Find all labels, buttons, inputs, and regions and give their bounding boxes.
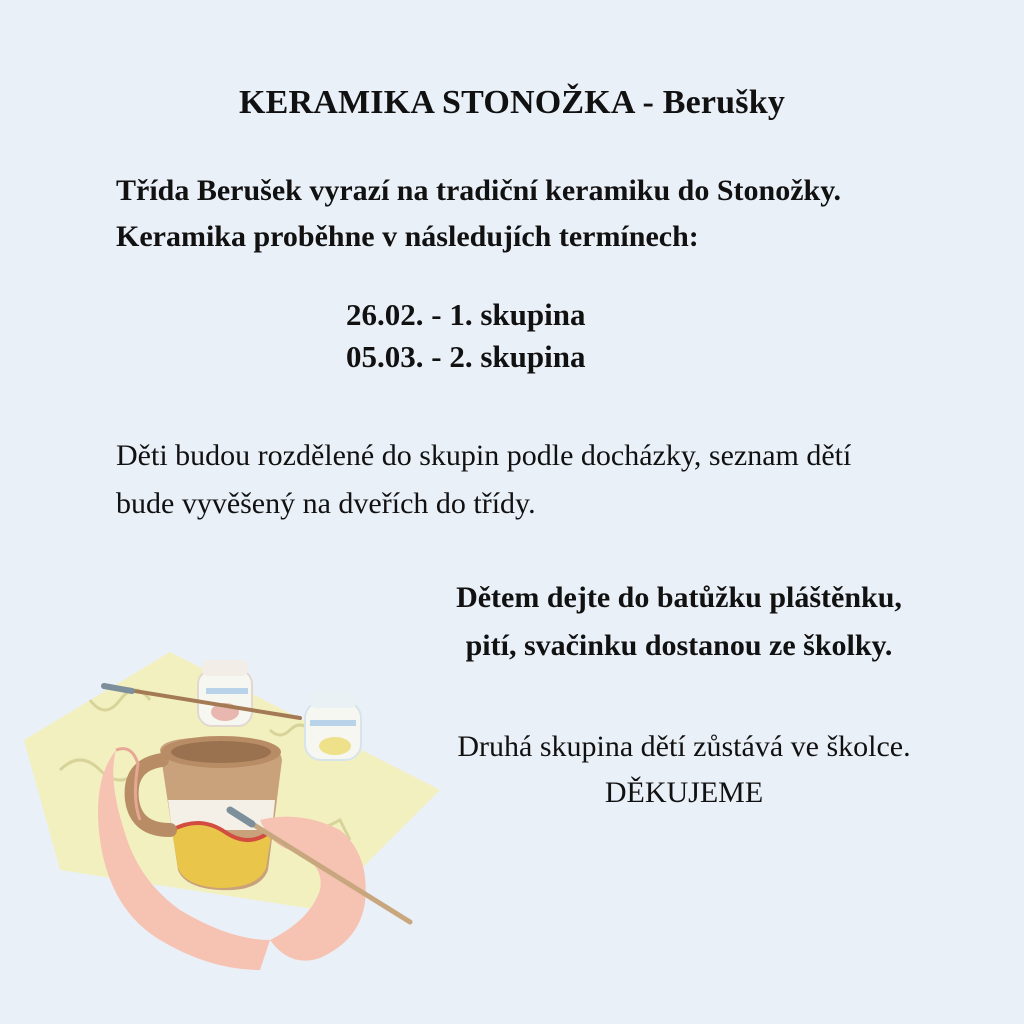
date-list (346, 294, 846, 378)
page-title (0, 84, 1024, 122)
group-info (116, 432, 1016, 528)
intro-line-1: Třída Berušek vyrazí na tradiční keramiku do Stonožky. (116, 174, 842, 207)
bring-instructions (354, 574, 1004, 670)
title-text: KERAMIKA STONOŽKA - Berušky (238, 84, 786, 121)
info-line-1: Děti budou rozdělené do skupin podle docházky, seznam dětí (116, 439, 852, 472)
thanks-text: DĚKUJEME (604, 776, 764, 809)
bring-line-2: pití, svačinku dostanou ze školky. (465, 629, 893, 662)
info-line-2: bude vyvěšený na dveřích do třídy. (116, 487, 536, 520)
second-group-note (354, 724, 1014, 816)
pottery-painting-illustration-icon (20, 640, 450, 1000)
intro-line-2: Keramika proběhne v následujích termínech: (116, 220, 699, 253)
date-item-1: 26.02. - 1. skupina (346, 297, 586, 332)
bring-line-1: Dětem dejte do batůžku pláštěnku, (456, 581, 902, 614)
date-item-2: 05.03. - 2. skupina (346, 339, 586, 374)
second-group-line: Druhá skupina dětí zůstává ve školce. (457, 730, 911, 763)
intro-text (116, 168, 1016, 260)
